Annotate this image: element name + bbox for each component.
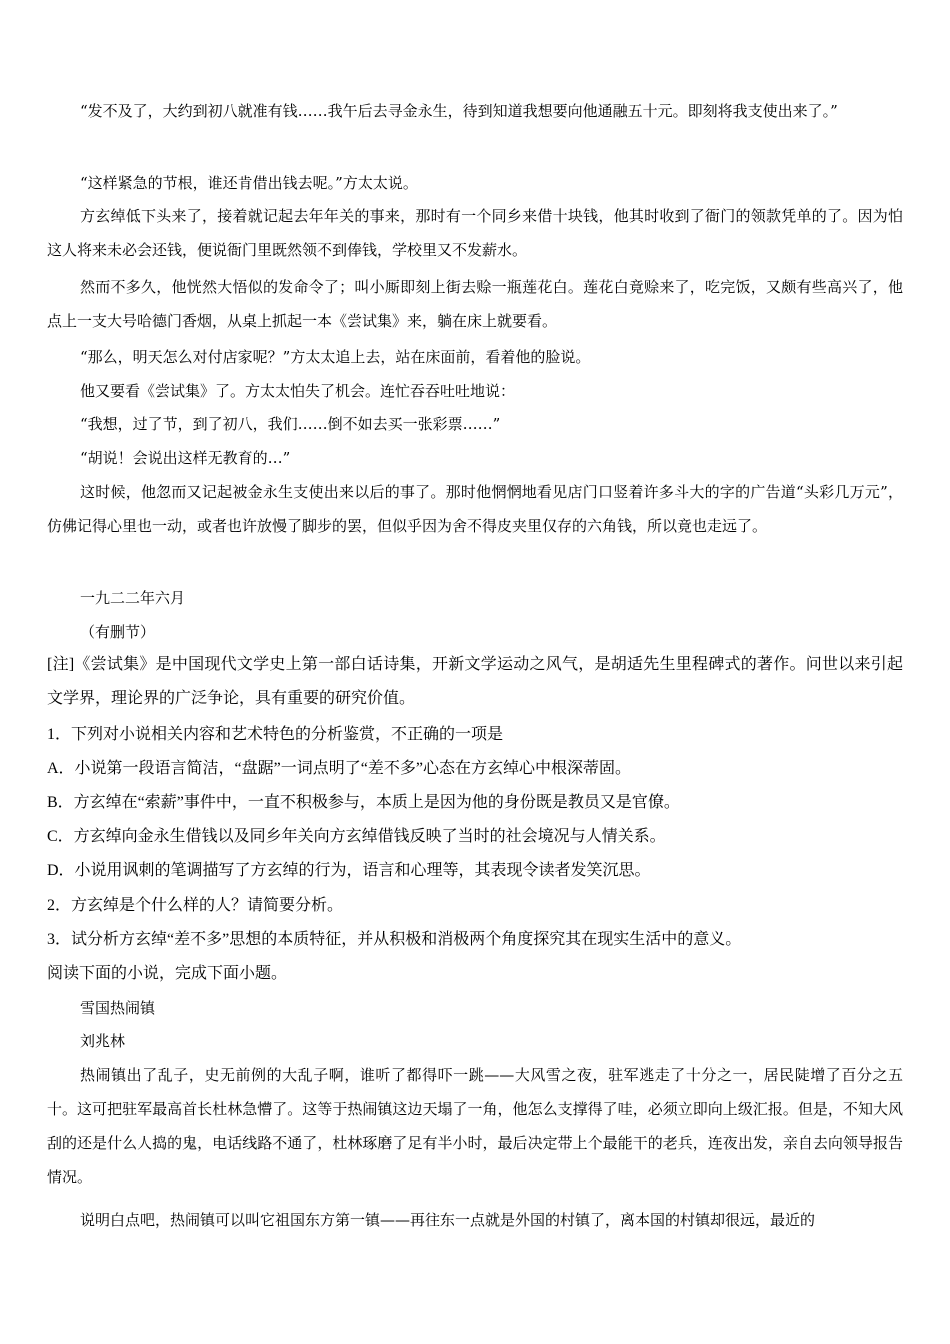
question-1: 1．下列对小说相关内容和艺术特色的分析鉴赏，不正确的一项是 <box>47 726 504 743</box>
story1-paragraph: “胡说！会说出这样无教育的…” <box>80 449 291 467</box>
story2-paragraph: 热闹镇出了乱子，史无前例的大乱子啊，谁听了都得吓一跳——大风雪之夜，驻军逃走了十分之一，居民陡增了百分之五十。这可把驻军最高首长杜林急懵了。这等于热闹镇这边天塌了一角，他怎么支撑得了哇，必须立即向上级汇报。但是，不知大风刮的还是什么人捣的鬼，电话线路不通了，杜林琢磨了足有半小时，最后决定带上个最能干的老兵，连夜出发，亲自去向领导报告情况。 <box>47 1066 903 1186</box>
reading-instruction: 阅读下面的小说，完成下面小题。 <box>47 965 288 982</box>
option-c: C．方玄绰向金永生借钱以及同乡年关向方玄绰借钱反映了当时的社会境况与人情关系。 <box>47 828 666 845</box>
question-2: 2．方玄绰是个什么样的人？请简要分析。 <box>47 897 344 914</box>
story2-author: 刘兆林 <box>80 1032 126 1050</box>
question-3: 3．试分析方玄绰“差不多”思想的本质特征，并从积极和消极两个角度探究其在现实生活中的意义。 <box>47 931 742 948</box>
story2-title: 雪国热闹镇 <box>80 999 156 1017</box>
story1-date: 一九二二年六月 <box>80 589 186 607</box>
story1-paragraph: 然而不多久，他恍然大悟似的发命令了；叫小厮即刻上街去赊一瓶莲花白。莲花白竟赊来了，吃完饭，又颇有些高兴了，他点上一支大号哈德门香烟，从桌上抓起一本《尝试集》来，躺在床上就要看。 <box>47 278 903 330</box>
story2-paragraph: 说明白点吧，热闹镇可以叫它祖国东方第一镇——再往东一点就是外国的村镇了，离本国的村镇却很远，最近的 <box>80 1211 816 1229</box>
story1-paragraph: “那么，明天怎么对付店家呢？”方太太追上去，站在床面前，看着他的脸说。 <box>80 348 591 366</box>
story1-paragraph: 这时候，他忽而又记起被金永生支使出来以后的事了。那时他惘惘地看见店门口竖着许多斗大的字的广告道“头彩几万元”，仿佛记得心里也一动，或者也许放慢了脚步的罢，但似乎因为舍不得皮夹里仅存的六角钱，所以竟也走远了。 <box>47 483 903 535</box>
option-a: A．小说第一段语言简洁，“盘踞”一词点明了“差不多”心态在方玄绰心中根深蒂固。 <box>47 760 631 777</box>
option-b: B．方玄绰在“索薪”事件中，一直不积极参与，本质上是因为他的身份既是教员又是官僚。 <box>47 794 680 811</box>
story1-paragraph: “我想，过了节，到了初八，我们……倒不如去买一张彩票……” <box>80 415 501 433</box>
story1-abridged-note: （有删节） <box>80 623 156 641</box>
option-d: D．小说用讽刺的笔调描写了方玄绰的行为，语言和心理等，其表现令读者发笑沉思。 <box>47 862 651 879</box>
footnote: [注]《尝试集》是中国现代文学史上第一部白话诗集，开新文学运动之风气，是胡适先生里程碑式的著作。问世以来引起文学界，理论界的广泛争论，具有重要的研究价值。 <box>47 656 903 707</box>
story1-paragraph: “发不及了，大约到初八就准有钱……我午后去寻金永生，待到知道我想要向他通融五十元。即刻将我支使出来了。” <box>80 102 838 120</box>
story1-paragraph: 方玄绰低下头来了，接着就记起去年年关的事来，那时有一个同乡来借十块钱，他其时收到了衙门的领款凭单的了。因为怕这人将来未必会还钱，便说衙门里既然领不到俸钱，学校里又不发薪水。 <box>47 207 903 259</box>
story1-paragraph: 他又要看《尝试集》了。方太太怕失了机会。连忙吞吞吐吐地说： <box>80 382 516 400</box>
story1-paragraph: “这样紧急的节根，谁还肯借出钱去呢。”方太太说。 <box>80 174 418 192</box>
